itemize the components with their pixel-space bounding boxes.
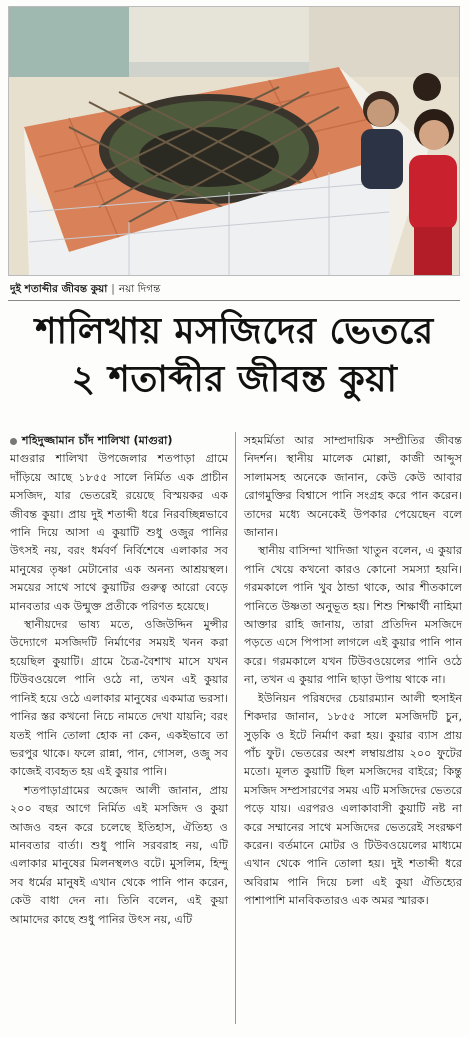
paragraph: স্থানীয়দের ভাষ্য মতে, ওজিউদ্দিন মুন্সীর উদ্যোগে মসজিদটি নির্মাণের সময়ই খনন করা হয়েছিল কুয়াটি। গ্রামে চৈত্র-বৈশাখ মাসে যখন টিউবওয়েলে পানি ওঠে না, তখন এই কুয়ার পানিই হয়ে ওঠে এলাকার মানুষের একমাত্র ভরসা। পানির স্তর কখনো নিচে নামতে দেখা যায়নি; বরং যতই পানি তোলা হোক না কেন, একইভাবে তা ভরপুর থাকে। ফলে রান্না, পান, গোসল, ওজু সব কাজেই ব্যবহৃত হয় এই কুয়ার পানি। [10,618,228,779]
column-divider [235,432,236,1024]
paragraph: শতপাড়াগ্রামের অজেদ আলী জানান, প্রায় ২০০ বছর আগে নির্মিত এই মসজিদ ও কুয়া আজও বহন করে চলেছে ইতিহাস, ঐতিহ্য ও মানবতার বার্তা। শুধু পানি সরবরাহ নয়, এটি এলাকার মানুষের মিলনস্থলও বটে। মুসলিম, হিন্দু সব ধর্মের মানুষই এখান থেকে পানি পান করেন, কেউ বাধা দেন না। তিনি বলেন, এই কুয়া আমাদের কাছে শুধু পানির উৎস নয়, এটি [10,783,228,926]
headline [6,308,463,404]
article-column-left [10,432,228,929]
paragraph: মাগুরার শালিখা উপজেলার শতপাড়া গ্রামে দাঁড়িয়ে আছে ১৮৫৫ সালে নির্মিত এক প্রাচীন মসজিদ, যার ভেতরেই রয়েছে বিস্ময়কর এক জীবন্ত কুয়া। প্রায় দুই শতাব্দী ধরে নিরবচ্ছিন্নভাবে পানি দিয়ে আসা এ কুয়াটি শুধু ওজুর পানির উৎসই নয়, বরং ধর্মবর্ণ নির্বিশেষে এলাকার সব মানুষের তৃষ্ণা মেটানোর এক অনন্য আশ্রয়স্থল। সময়ের সাথে সাথে কুয়াটির গুরুত্ব আরো বেড়ে মানবতার এক উন্মুক্ত প্রতীকে পরিণত হয়েছে। [10,452,228,613]
caption-source: নয়া দিগন্ত [118,283,161,295]
bullet-icon [10,438,17,445]
caption-divider [8,300,460,301]
headline-line-2: ২ শতাব্দীর জীবন্ত কুয়া [71,359,398,400]
photo-caption [10,282,460,299]
headline-line-1: শালিখায় মসজিদের ভেতরে [35,311,434,352]
news-photo [8,6,460,276]
byline [10,432,228,450]
paragraph: স্থানীয় বাসিন্দা খাদিজা খাতুন বলেন, এ কুয়ার পানি খেয়ে কখনো কারও কোনো সমস্যা হয়নি। গরমকালে পানি খুব ঠান্ডা থাকে, আর শীতকালে পানিতে উষ্ণতা অনুভূত হয়। শিশু শিক্ষার্থী নাহিমা আক্তার রাহি জানায়, তারা প্রতিদিন মসজিদে পড়তে এসে পিপাসা লাগলে এই কুয়ার পানি পান করে। গরমকালে যখন টিউবওয়েলের পানি ওঠে না, তখন এ কুয়ার পানি ছাড়া উপায় থাকে না। [244,544,462,687]
article-column-right [244,432,462,911]
byline-text: শহিদুজ্জামান চাঁদ শালিখা (মাগুরা) [22,434,173,447]
paragraph: ইউনিয়ন পরিষদের চেয়ারম্যান আলী হুসাইন শিকদার জানান, ১৮৫৫ সালে মসজিদটি চুন, সুড়কি ও ইটে নির্মাণ করা হয়। কুয়ার ব্যাস প্রায় পাঁচ ফুট। ভেতরের অংশ লম্বায়প্রায় ২০০ ফুটের মতো। মূলত কুয়াটি ছিল মসজিদের বাইরে; কিন্তু মসজিদ সম্প্রসারণের সময় এটি মসজিদের ভেতরে পড়ে যায়। এরপরও এলাকাবাসী কুয়াটি নষ্ট না করে সম্মানের সাথে মসজিদের ভেতরেই সংরক্ষণ করেন। বর্তমানে মোটর ও টিউবওয়েলের মাধ্যমে এখান থেকে পানি তোলা হয়। দুই শতাব্দী ধরে অবিরাম পানি দিয়ে চলা এই কুয়া ঐতিহ্যের পাশাপাশি মানবিকতারও এক অমর স্মারক। [244,691,462,908]
caption-separator: | [111,283,115,295]
well-photo-illustration [9,7,459,275]
caption-text: দুই শতাব্দীর জীবন্ত কুয়া [10,283,108,295]
paragraph: সহমর্মিতা আর সাম্প্রদায়িক সম্প্রীতির জীবন্ত নিদর্শন। স্থানীয় মালেক মোল্লা, কাজী আব্দুস সালামসহ অনেকে জানান, কেউ কেউ আবার রোগমুক্তির বিশ্বাসে পানি সংগ্রহ করে পান করেন। তাদের মধ্যে অনেকেই উপকার পেয়েছেন বলে জানান। [244,434,462,540]
